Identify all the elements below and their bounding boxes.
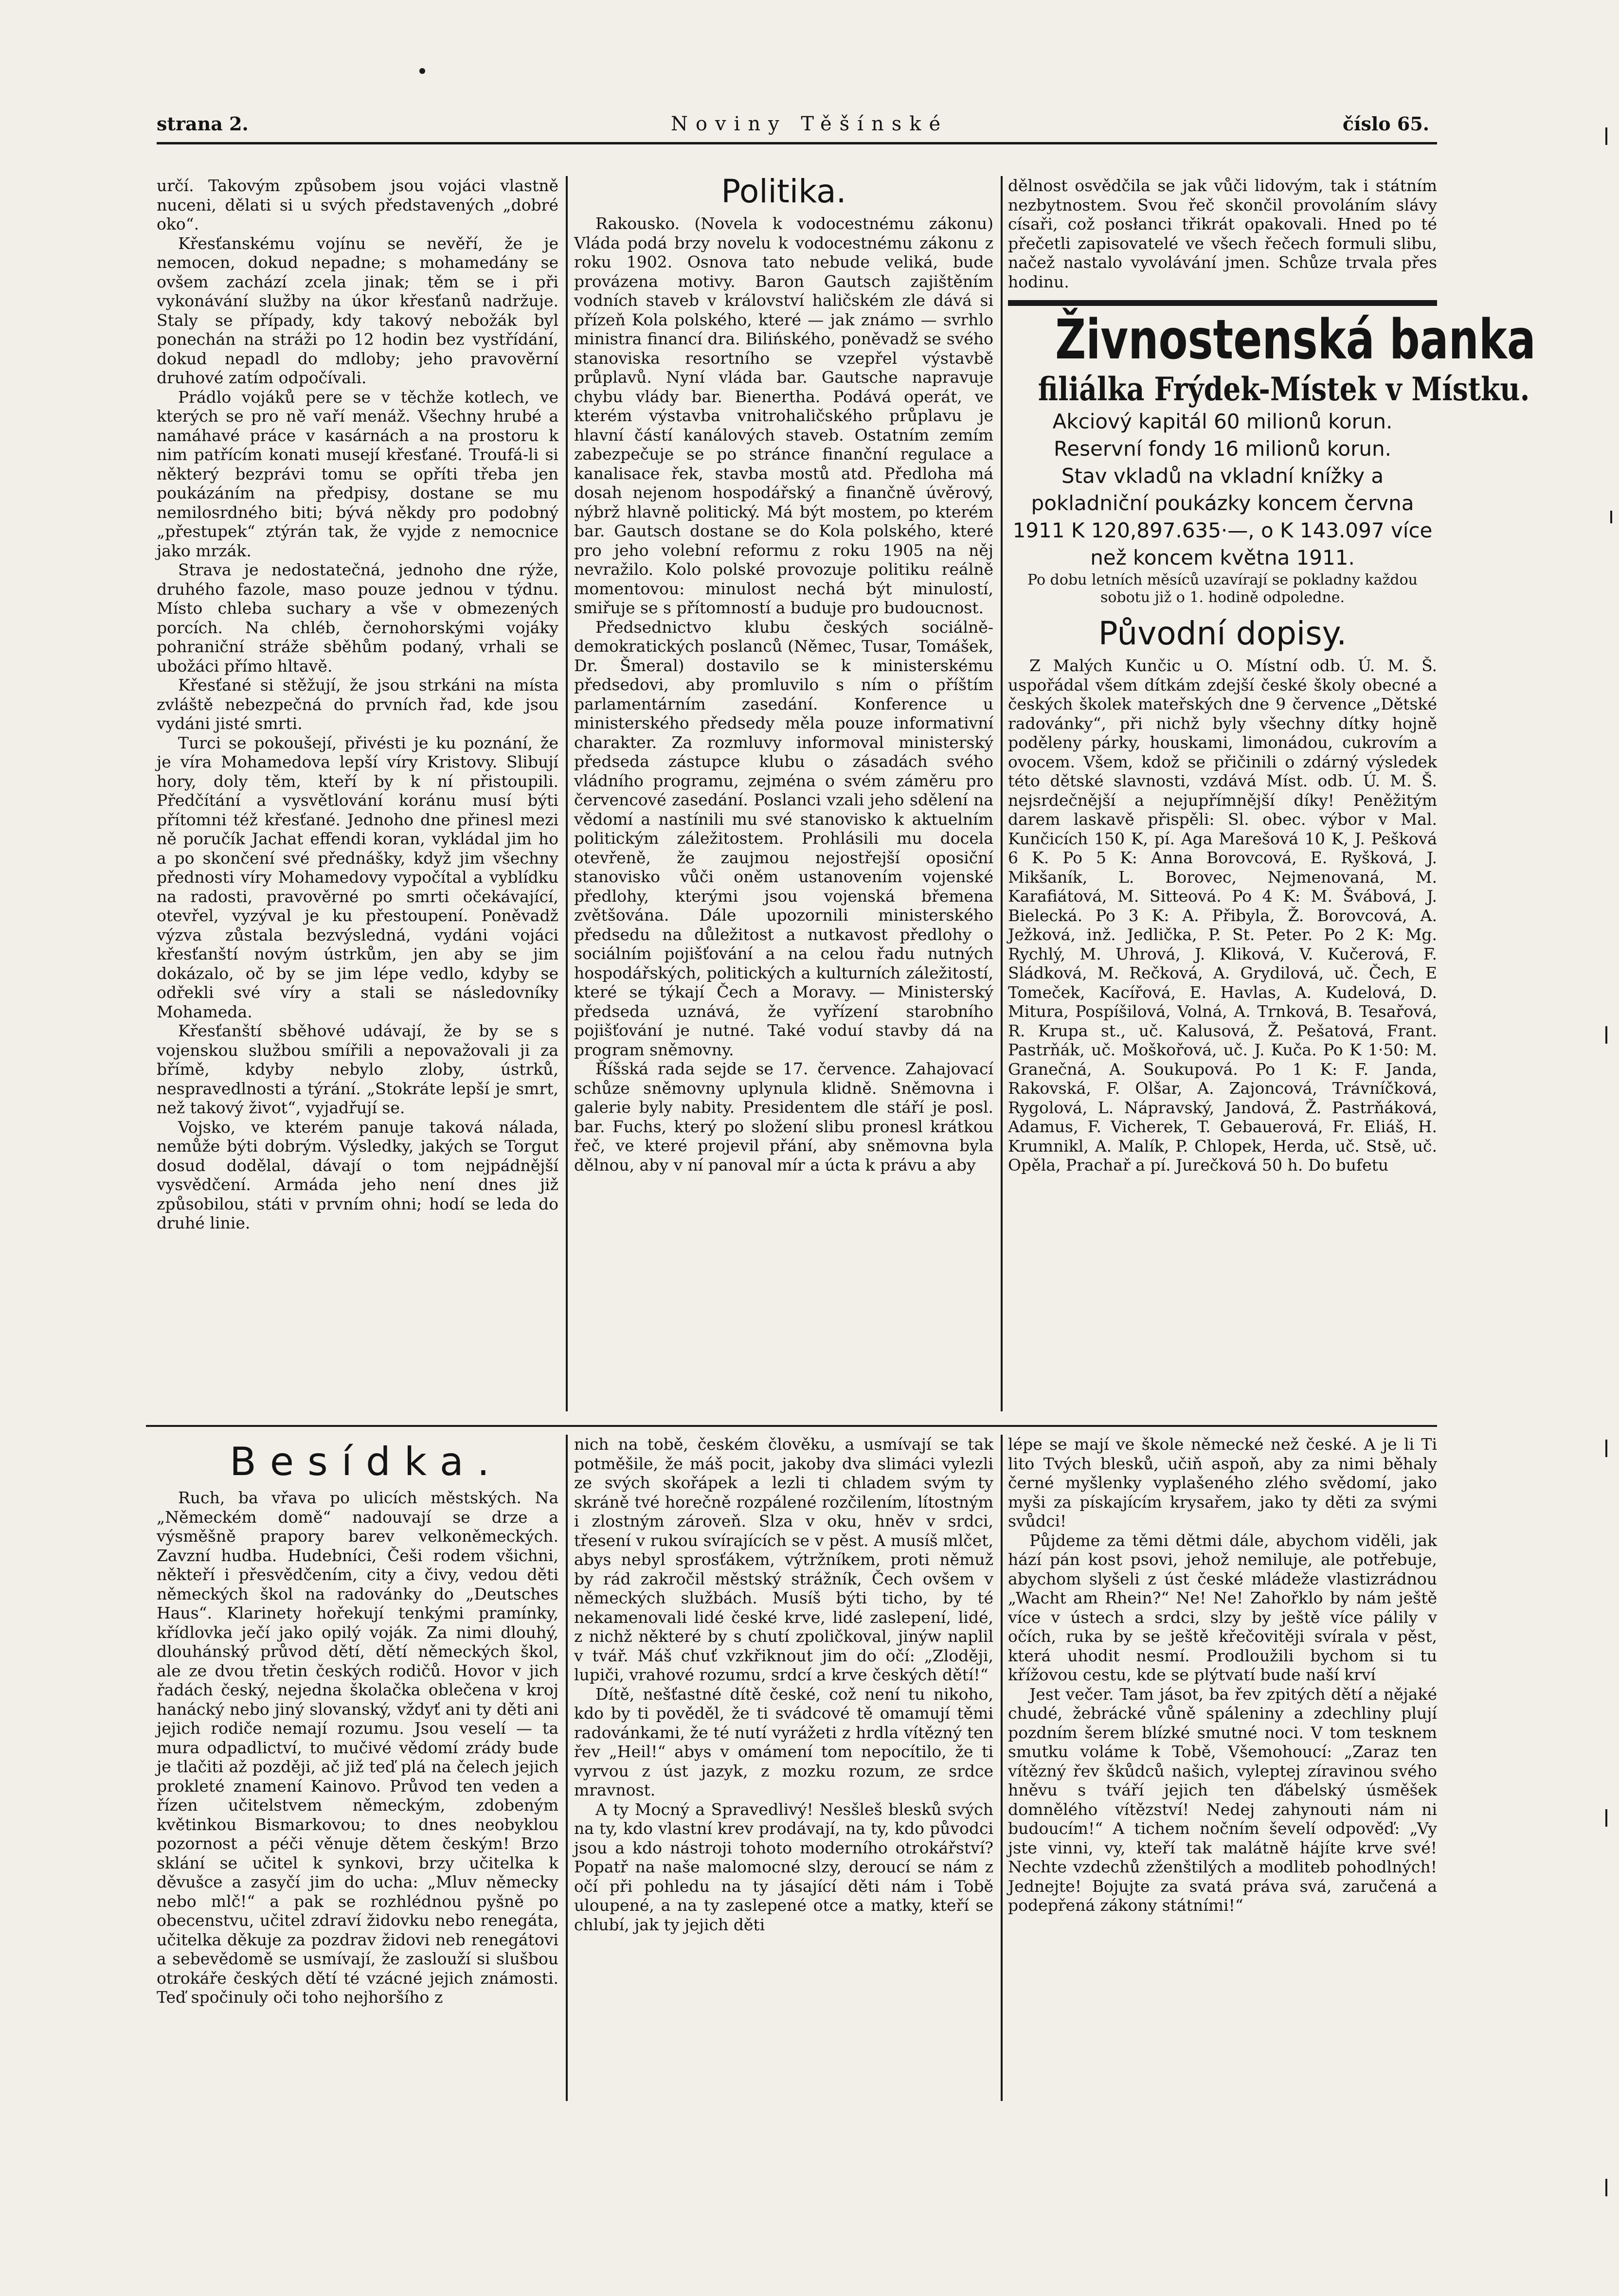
article-paragraph: Jest večer. Tam jásot, ba řev zpitých dětí a nějaké chudé, žebrácké vůně spáleniny a zdechliny plují pozdním šerem blízké smutné noci. V tom tesknem smutku voláme k Tobě, Všemohoucí: „Zaraz ten vítězný řev škůdců našich, vyleptej zíravinou svého hněvu s tváří jejich ten ďábelský úsměšek domnělého vítězství! Nedej zahynouti nám ni budoucím!“ A tichem nočním ševelí odpověď: „Vy jste vinni, vy, kteří tak malátně hájíte krve své! Nechte vzdechů zženštilých a modliteb pohodlných! Jednejte! Bojujte za svatá práva svá, zaručená a podepřená zákony státními!“ [1008, 1684, 1437, 1915]
article-paragraph: Půjdeme za těmi dětmi dále, abychom viděli, jak hází pán kost psovi, jehož nemiluje, ale potřebuje, abychom slyšeli z úst české mládeže vlastizrádnou „Wacht am Rhein?“ Ne! Ne! Zahořklo by nám ještě více v ústech a srdci, slzy by ještě více pálily v očích, ruka by se ještě křečovitěji svírala v pěst, která uhodit nesmí. Prodloužili bychom si tu křížovou cestu, kde se plýtvatí bude naší krví [1008, 1531, 1437, 1684]
article-paragraph: Křesťanskému vojínu se nevěří, že je nemocen, dokud nepadne; s mohamedány se ovšem zachází zcela jinak; těm se i při vykonávání služby na úkor křesťanů nadržuje. Staly se případy, kdy takový nebožák byl ponechán na stráži po 12 hodin bez vystřídání, dokud nepadl do mdloby; jeho pravověrní druhové zatím odpočívali. [157, 233, 558, 387]
section-title-dopisy: Původní dopisy. [1098, 615, 1347, 652]
margin-mark [1605, 2179, 1607, 2196]
article-paragraph: lépe se mají ve škole německé než české. A je li Ti lito Tvých blesků, učiň aspoň, aby za nimi běhaly černé myšlenky vyplašeného zlého svědomí, jako myši za pískajícím krysařem, jako ty děti za svými svůdci! [1008, 1435, 1437, 1531]
margin-mark [1605, 1026, 1607, 1044]
article-paragraph: Turci se pokoušejí, přivésti je ku poznání, že je víra Mohamedova lepší víry Kristovy. Slibují hory, doly těm, kteří by k ní přistoupili. Předčítání a vysvětlování koránu musí býti přítomni též křesťané. Jednoho dne přinesl mezi ně poručík Jachat effendi koran, vykládal jim ho a po skončení své přednášky, když jim všechny přednosti víry Mohamedovy vypočítal a vyblídku na radosti, pravověrné po smrti očekávající, otevřel, vyzýval je ku přestoupení. Poněvadž výzva zůstala bezvýsledná, vydáni vojáci křesťanští novým ústrkům, jen aby se jim dokázalo, oč by se jim lépe vedlo, kdyby se odřekli své víry a stali se následovníky Mohameda. [157, 733, 558, 1021]
article-paragraph: Prádlo vojáků pere se v těchže kotlech, ve kterých se pro ně vaří menáž. Všechny hrubé a namáhavé práce v kasárnách a na prostoru k nim patřícím konati musejí křesťané. Troufá-li si některý bezprávi tomu se opříti třeba jen poukázáním na předpisy, dostane se mu nemilosrdného biti; bývá někdy pro podobný „přestupek“ ztýrán tak, že vyjde z nemocnice jako mrzák. [157, 387, 558, 560]
margin-mark [1605, 1440, 1607, 1457]
article-paragraph: Říšská rada sejde se 17. července. Zahajovací schůze sněmovny uplynula klidně. Sněmovna i galerie byly nabity. Presidentem dle stáří je posl. bar. Fuchs, který po složení slibu pronesl krátkou řeč, ve které projevil přání, aby sněmovna byla dělnou, aby v ní panoval mír a úcta k právu a aby [574, 1059, 993, 1175]
article-paragraph: Z Malých Kunčic u O. Místní odb. Ú. M. Š. uspořádal všem dítkám zdejší české školy obecné a českých školek mateřských dne 9 července „Dětské radovánky“, při nichž byly všechny dítky hojně poděleny párky, houskami, limonádou, cukrovím a ovocem. Všem, kdož se přičinili o zdárný výsledek této dětské slavnosti, vzdává Míst. odb. Ú. M. Š. nejsrdečnější a nejupřímnější díky! Peněžitým darem laskavě přispěli: Sl. obec. výbor v Mal. Kunčicích 150 K, pí. Aga Marešová 10 K, J. Pešková 6 K. Po 5 K: Anna Borovcová, E. Ryšková, J. Mikšaník, L. Borovec, Nejmenovaná, M. Karafiátová, M. Sitteová. Po 4 K: M. Švábová, J. Bielecká. Po 3 K: A. Přibyla, Ž. Borovcová, A. Ježková, inž. Jedlička, P. St. Peter. Po 2 K: Mg. Rychlý, M. Uhrová, J. Kliková, V. Kučerová, F. Sládková, M. Rečková, A. Grydilová, uč. Čech, E Tomeček, Kacířová, E. Havlas, A. Kudelová, D. Mitura, Pospíšilová, Volná, A. Trnková, B. Tesařová, R. Krupa st., uč. Kalusová, Ž. Pešatová, Frant. Pastrňák, uč. Moškořová, uč. J. Kuča. Po K 1·50: M. Granečná, A. Soukupová. Po 1 K: F. Janda, Rakovská, F. Olšar, A. Zajoncová, Trávníčková, Rygolová, L. Nápravský, Jandová, Ž. Pastrňáková, Adamus, F. Vicherek, T. Gebauerová, Fr. Eliáš, H. Krumnikl, A. Malík, P. Chlopek, Herda, uč. Stsě, uč. Opěla, Prachař a pí. Jurečková 50 h. Do bufetu [1008, 656, 1437, 1175]
article-paragraph: Předsednictvo klubu českých sociálně-demokratických poslanců (Němec, Tusar, Tomášek, Dr. Šmeral) dostavilo se k ministerskému předsedovi, aby promluvilo s ním o příštím parlamentárním zasedání. Konference u ministerského předsedy měla pouze informativní charakter. Za rozmluvy informoval ministerský předseda zástupce klubu o zásadách svého vládního programu, zejména o svém záměru pro červencové zasedání. Poslanci vzali jeho sdělení na vědomí a nastínili mu své stanovisko k aktuelním politickým záležitostem. Prohlásili mu docela otevřeně, že zaujmou nejostřejší oposiční stanovisko vůči oněm ustanovením vojenské předlohy, kterými jsou vojenská břemena zvětšována. Dále upozornili ministerského předsedu na důležitost a nutkavost předlohy o sociálním pojišťování a na celou řadu nutných hospodářských, politických a kulturních záležitostí, které se týkají Čech a Moravy. — Ministerský předseda uznává, že vyřízení starobního pojišťování je nutné. Také voduí stavby dá na program sněmovny. [574, 617, 993, 1059]
bank-notice: Po dobu letních měsíců uzavírají se pokladny každou sobotu již o 1. hodině odpoledne. [1027, 571, 1418, 606]
besidka-column-3 [1008, 1435, 1437, 2106]
margin-mark [1610, 511, 1612, 523]
section-title-besidka: Besídka. [230, 1439, 504, 1484]
article-paragraph: určí. Takovým způsobem jsou vojáci vlastně nuceni, dělati si u svých představených „dobré oko“. [157, 176, 558, 233]
section-rule [146, 1425, 1437, 1427]
article-paragraph: A ty Mocný a Spravedlivý! Nesšleš blesků svých na ty, kdo vlastní krev prodávají, na ty, kdo původci jsou a kdo nástroji tohoto moderního otrokářství? Popatř na naše malomocné slzy, deroucí se nám z očí při pohledu na ty jásající děti nám i Tobě uloupené, a na ty zaslepené otce a matky, kteří se chlubí, jak ty jejich děti [574, 1799, 993, 1934]
masthead-title: Noviny Těšínské [670, 113, 949, 135]
besidka-column-2 [574, 1435, 993, 2106]
margin-mark [1605, 127, 1607, 145]
ad-top-rule [1008, 300, 1437, 306]
bank-capital: Akciový kapitál 60 milionů korun. [1052, 409, 1393, 433]
bank-branch: filiálka Frýdek-Místek v Místku. [1038, 370, 1530, 408]
column-divider [1001, 176, 1003, 1411]
issue-number: číslo 65. [1342, 113, 1429, 135]
bank-name: Živnostenská banka [1055, 308, 1536, 372]
bank-deposits: Stav vkladů na vkladní knížky a pokladniční poukázky koncem června 1911 K 120,897.635·—, o K 143.097 více než koncem května 1911. [1012, 464, 1433, 570]
politika-column [574, 170, 993, 1413]
column-divider [566, 1435, 568, 2101]
article-paragraph: nich na tobě, českém člověku, a usmívají se tak potměšile, že máš pocit, jakoby dva slimáci vylezli ze svých skořápek a lezli ti chladem svým ty skráně tvé horečně rozpálené rozčilením, lítostným i zlostným zároveň. Slza v oku, hněv v srdci, třesení v rukou svírajících se v pěst. A musíš mlčet, abys nebyl sprosťákem, výtržníkem, proti němuž by rád zakročil městský strážník, Čech ovšem v německých službách. Musíš býti ticho, by té nekamenovali lidé české krve, lidé zaslepení, lidé, z nichž některé by s chutí zpoličkoval, jinýw naplil v tvář. Máš chuť vzkřiknout jim do očí: „Zloději, lupiči, vrahové rozumu, srdcí a krve českých dětí!“ [574, 1435, 993, 1684]
page-label: strana 2. [157, 113, 249, 135]
article-paragraph: Vojsko, ve kterém panuje taková nálada, nemůže býti dobrým. Výsledky, jakých se Torgut dosud dodělal, dávají o tom nejpádnější vysvědčení. Armáda jeho není dnes již způsobilou, státi v prvním ohni; hodí se leda do druhé linie. [157, 1117, 558, 1232]
column-divider [1001, 1435, 1003, 2101]
article-paragraph: Křesťanští sběhové udávají, že by se s vojenskou službou smířili a nepovažovali ji za břímě, kdyby nebylo zloby, ústrků, nespravedlnosti a týrání. „Stokráte lepší je smrt, než takový život“, vyjadřují se. [157, 1021, 558, 1117]
besidka-column-1 [157, 1435, 558, 2106]
article-column-3 [1008, 176, 1536, 1421]
section-title-politika: Politika. [721, 173, 846, 210]
header-rule [157, 142, 1437, 144]
article-paragraph: Ruch, ba vřava po ulicích městských. Na „Německém domě“ nadouvají se drze a výsměšně prapory barev velkoněmeckých. Zavzní hudba. Hudebníci, Češi rodem všichni, někteří i přesvědčením, city a čivy, vedou děti německých škol na radovánky do „Deutsches Haus“. Klarinety hořekují tenkými pramínky, křídlovka ječí jako opilý voják. Za nimi dlouhý, dlouhánský průvod dětí, dětí německých škol, ale ze dvou třetin českých rodičů. Hovor v jich řadách český, nejedna školačka oblečena v kroj hanácký nebo jiný slovanský, vždyť ani ty děti ani jejich rodiče nemají rozumu. Jsou veselí — ta mura odpadlictví, to mučivé vědomí zrády bude je tlačiti až později, ač již teď plá na čelech jejich prokleté znamení Kainovo. Průvod ten veden a řízen učitelstvem německým, zdobeným květinkou Bismarkovou; to dnes neobyklou pozornost a péči věnuje dětem českým! Brzo sklání se učitel k synkovi, brzy učitelka k děvušce a zasyčí jim do ucha: „Mluv německy nebo mlč!“ a pak se rozhlédnou pyšně po obecenstvu, učitel zdraví židovku nebo renegáta, učitelka děkuje za pozdrav židovi neb renegátovi a sebevědomě se usmívají, že zaslouží si slušbou otrokáře českých dětí té vzácné jejich známosti. Teď spočinuly oči toho nejhoršího z [157, 1488, 558, 2007]
column-divider [566, 176, 568, 1411]
article-column-1 [157, 176, 558, 1392]
article-paragraph: Strava je nedostatečná, jednoho dne rýže, druhého fazole, maso pouze jednou v týdnu. Místo chleba suchary a vše v obmezených porcích. Na chléb, černohorskými vojáky pohraniční stráže sběhům podaný, vrhali se ubožáci přímo hltavě. [157, 560, 558, 676]
article-paragraph: Dítě, nešťastné dítě české, což není tu nikoho, kdo by ti pověděl, že ti svádcové tě omamují těmi radovánkami, že té nutí vyrážeti z hrdla vítězný ten řev „Heil!“ abys v omámení tom nepocítilo, že ti vyrvou z úst jazyk, z mozku rozum, ze srdce mravnost. [574, 1684, 993, 1799]
article-paragraph: Rakousko. (Novela k vodocestnému zákonu) Vláda podá brzy novelu k vodocestnému zákonu z roku 1902. Osnova tato nebude veliká, bude provázena motivy. Baron Gautsch zajištěním vodních staveb v království haličském zle dává si přízeň Kola polského, které — jak známo — svrhlo ministra financí dra. Bilińského, poněvadž se svého stanoviska resortního se vzepřel výstavbě průplavů. Nyní vláda bar. Gautsche napravuje chybu vlády bar. Bienertha. Podává operát, ve kterém výstavba vnitrohaličského průplavu je hlavní částí kanálových staveb. Ostatním zemím zabezpečuje se po stránce finanční regulace a kanalisace řek, stavba mostů atd. Předloha má dosah nejenom hospodářský a finančně úvěrový, nýbrž hlavně politický. Má být mostem, po kterém bar. Gautsch dostane se do Kola polského, které pro jeho volební reformu z roku 1905 na něj nevražilo. Kolo polské provozuje politiku reálně momentovou: minulost nechá být minulostí, smiřuje se s přítomností a buduje pro budoucnost. [574, 214, 993, 617]
article-paragraph: Křesťané si stěžují, že jsou strkáni na místa zvláště nebezpečná do prvních řad, kde jsou vydáni jisté smrti. [157, 676, 558, 733]
article-paragraph: dělnost osvědčila se jak vůči lidovým, tak i státním nezbytnostem. Svou řeč skončil provoláním slávy císaři, což posłanci třikrát opakovali. Hned po té přečetli zapisovatelé ve všech řečech formuli slibu, načež nastalo vyvolávání jmen. Schůze trvala přes hodinu. [1008, 176, 1437, 291]
bank-reserve: Reservní fondy 16 milionů korun. [1054, 437, 1391, 461]
margin-mark [1605, 1809, 1607, 1827]
ink-dot [419, 68, 425, 74]
